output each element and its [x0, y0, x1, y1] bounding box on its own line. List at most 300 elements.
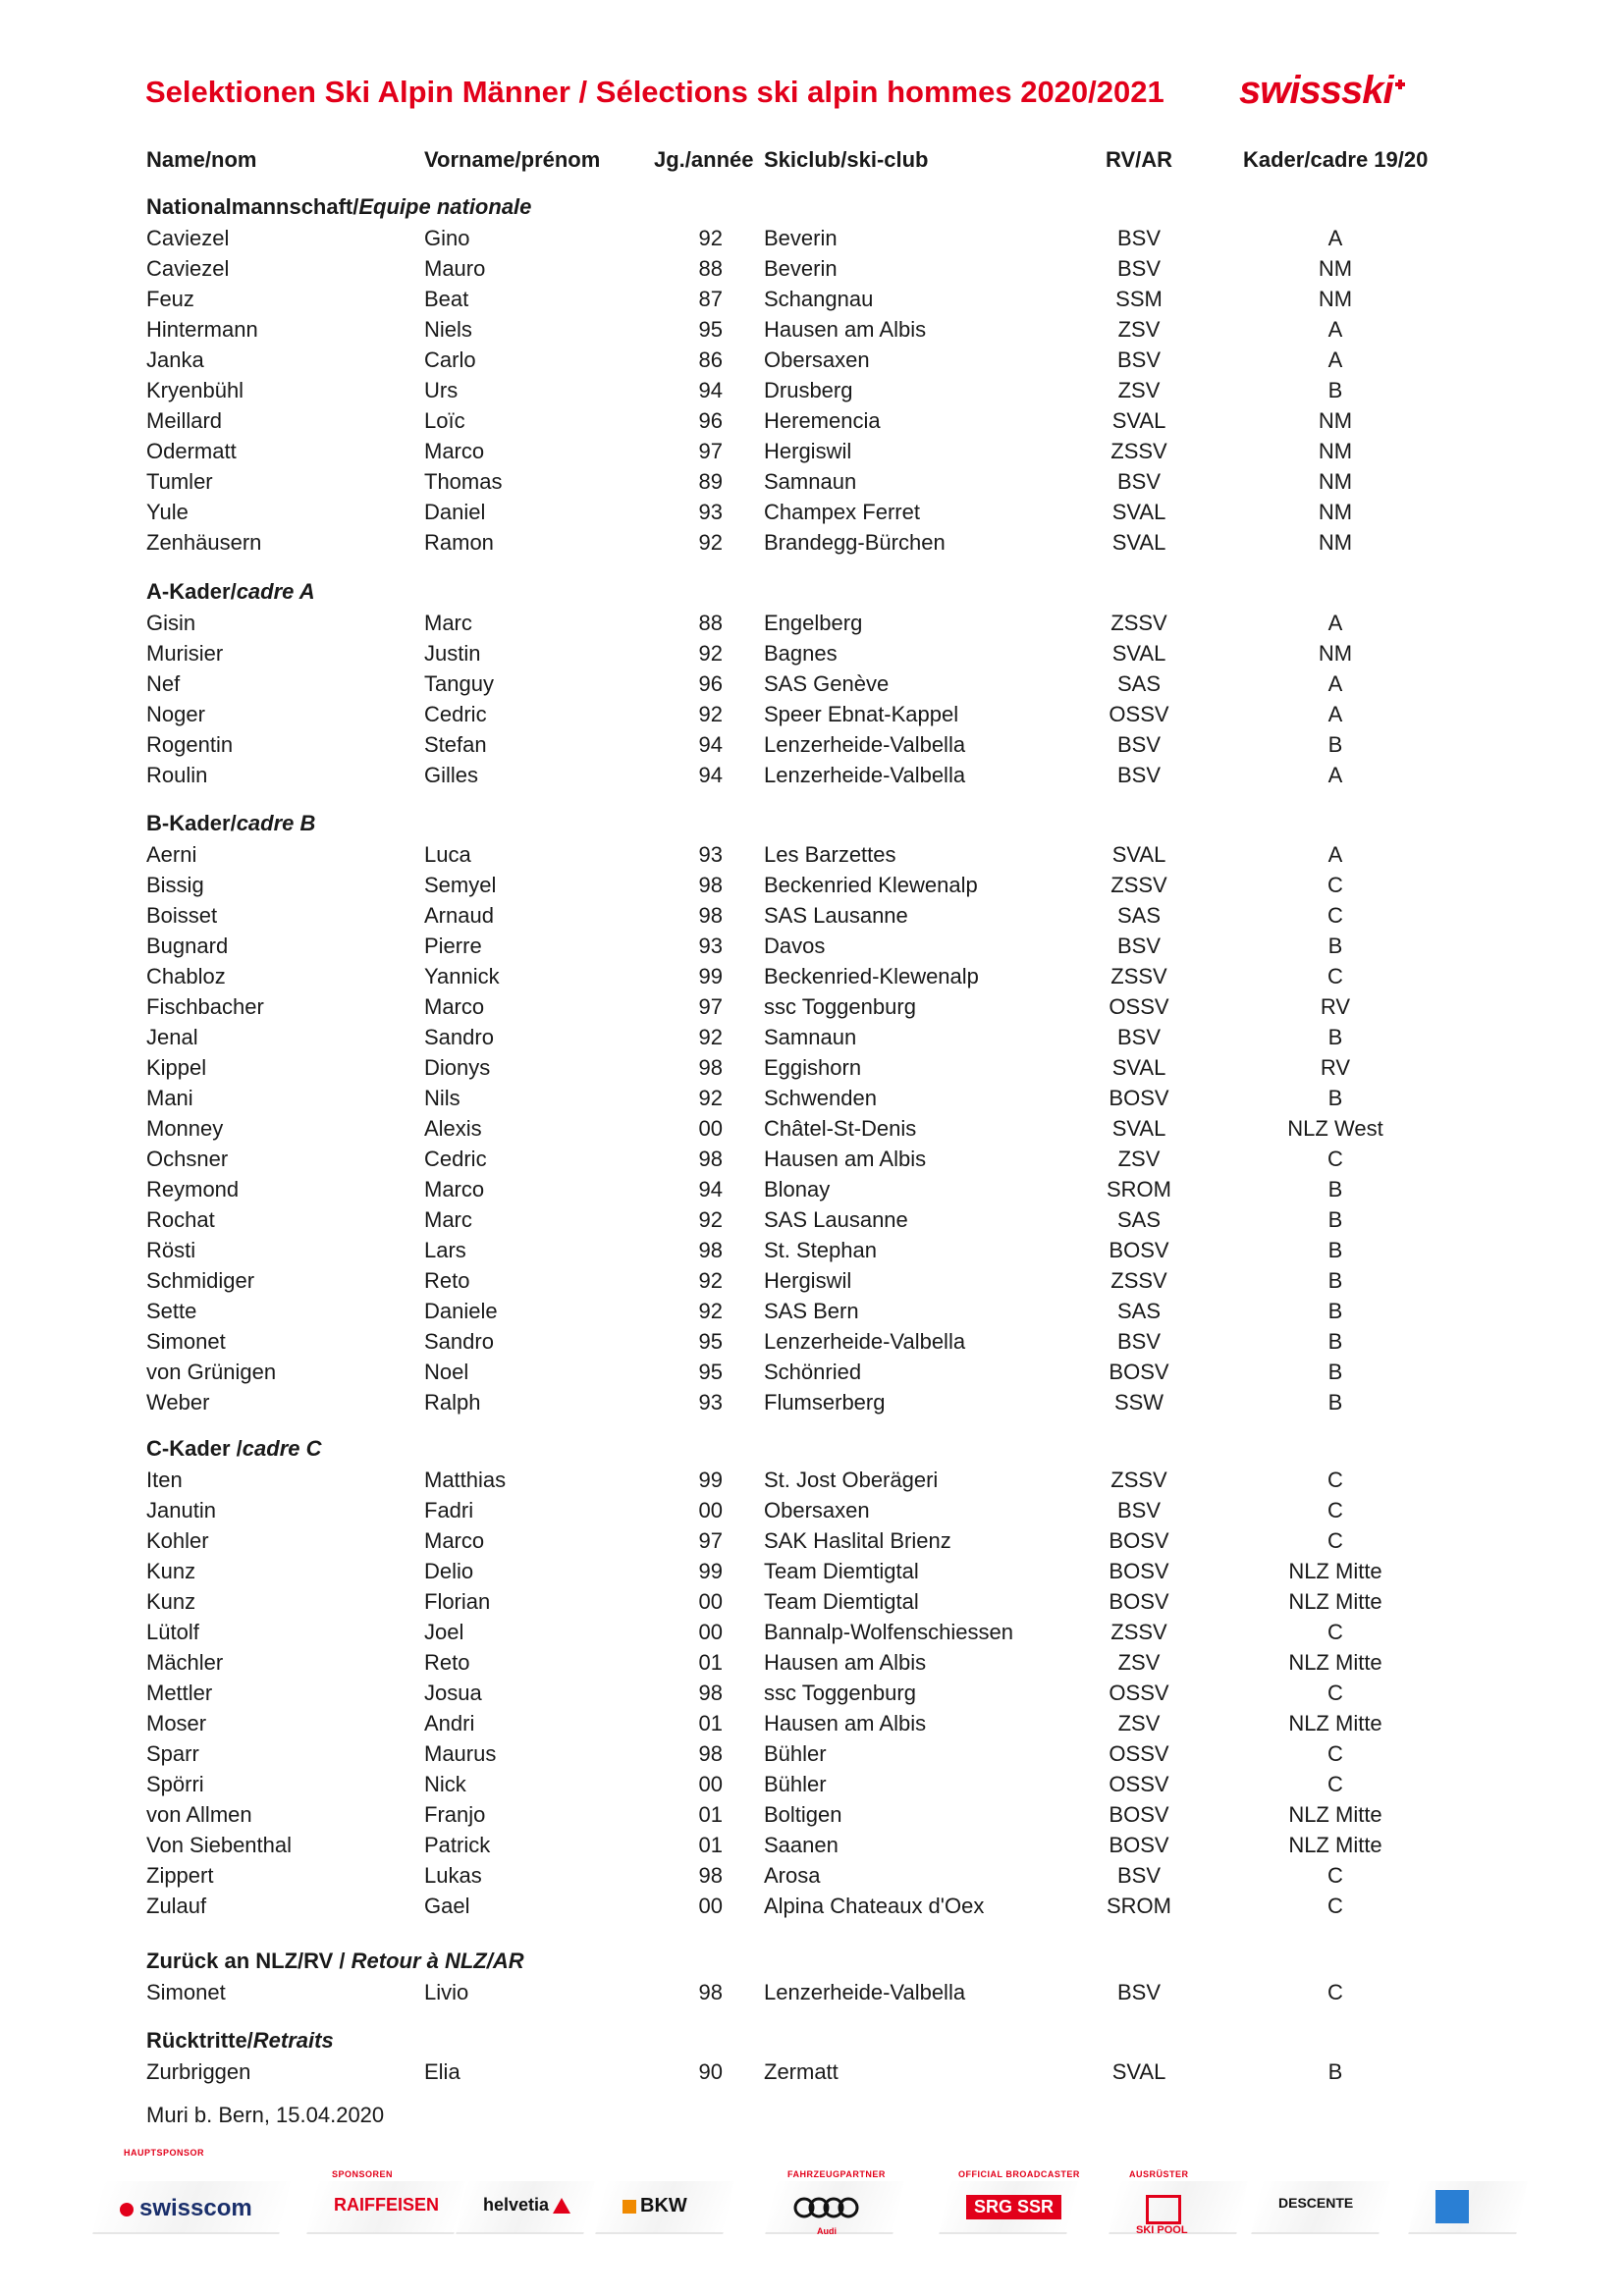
- birth-year: 89: [698, 469, 723, 494]
- athlete-first-name: Thomas: [424, 469, 503, 494]
- previous-cadre: NLZ Mitte: [1288, 1802, 1382, 1827]
- athlete-first-name: Niels: [424, 317, 472, 342]
- birth-year: 90: [698, 2059, 723, 2084]
- previous-cadre: C: [1327, 1894, 1343, 1918]
- regional-association: ZSSV: [1110, 611, 1167, 635]
- athlete-last-name: Lütolf: [146, 1620, 199, 1644]
- birth-year: 92: [698, 226, 723, 250]
- previous-cadre: C: [1327, 1468, 1343, 1492]
- table-row: [0, 1468, 1624, 1498]
- table-row: [0, 1650, 1624, 1681]
- athlete-first-name: Marco: [424, 994, 485, 1019]
- table-row: [0, 1681, 1624, 1711]
- previous-cadre: NM: [1318, 469, 1353, 494]
- athlete-last-name: Kryenbühl: [146, 378, 244, 402]
- bkw-icon: BKW: [623, 2195, 687, 2217]
- previous-cadre: B: [1327, 1177, 1343, 1201]
- ski-club: ssc Toggenburg: [764, 994, 916, 1019]
- regional-association: OSSV: [1109, 1772, 1169, 1796]
- table-row: [0, 1980, 1624, 2010]
- regional-association: SROM: [1107, 1177, 1171, 1201]
- regional-association: BSV: [1116, 226, 1162, 250]
- athlete-first-name: Daniel: [424, 500, 486, 524]
- ski-club: Bühler: [764, 1741, 827, 1766]
- column-header: Jg./année: [654, 147, 754, 172]
- athlete-last-name: Bissig: [146, 873, 204, 897]
- birth-year: 86: [698, 347, 723, 372]
- ski-club: Hausen am Albis: [764, 1650, 927, 1675]
- athlete-last-name: Simonet: [146, 1980, 226, 2004]
- ski-club: St. Jost Oberägeri: [764, 1468, 939, 1492]
- previous-cadre: B: [1327, 1086, 1343, 1110]
- previous-cadre: A: [1327, 317, 1343, 342]
- birth-year: 97: [698, 994, 723, 1019]
- previous-cadre: B: [1327, 1360, 1343, 1384]
- birth-year: 01: [698, 1711, 723, 1735]
- ski-club: St. Stephan: [764, 1238, 877, 1262]
- table-row: [0, 1055, 1624, 1086]
- athlete-first-name: Reto: [424, 1650, 470, 1675]
- ski-club: Hergiswil: [764, 1268, 852, 1293]
- athlete-first-name: Andri: [424, 1711, 475, 1735]
- athlete-first-name: Patrick: [424, 1833, 491, 1857]
- previous-cadre: B: [1327, 1268, 1343, 1293]
- ski-club: Champex Ferret: [764, 500, 920, 524]
- previous-cadre: C: [1327, 1528, 1343, 1553]
- athlete-first-name: Mauro: [424, 256, 486, 281]
- regional-association: SVAL: [1111, 408, 1166, 433]
- athlete-last-name: Iten: [146, 1468, 183, 1492]
- ski-club: Team Diemtigtal: [764, 1559, 919, 1583]
- athlete-last-name: Meillard: [146, 408, 223, 433]
- table-row: [0, 1772, 1624, 1802]
- birth-year: 94: [698, 732, 723, 757]
- regional-association: BSV: [1116, 469, 1162, 494]
- athlete-last-name: Roulin: [146, 763, 208, 787]
- regional-association: OSSV: [1109, 994, 1169, 1019]
- ski-club: Obersaxen: [764, 347, 870, 372]
- birth-year: 01: [698, 1833, 723, 1857]
- athlete-first-name: Lars: [424, 1238, 466, 1262]
- previous-cadre: NLZ Mitte: [1288, 1589, 1382, 1614]
- ski-club: Samnaun: [764, 469, 857, 494]
- athlete-last-name: Janutin: [146, 1498, 216, 1522]
- regional-association: BOSV: [1109, 1086, 1169, 1110]
- table-row: [0, 611, 1624, 641]
- column-header: RV/AR: [1106, 147, 1173, 172]
- regional-association: BSV: [1116, 763, 1162, 787]
- athlete-last-name: Moser: [146, 1711, 207, 1735]
- section-title: A-Kader/cadre A: [146, 579, 315, 604]
- athlete-last-name: Gisin: [146, 611, 196, 635]
- regional-association: OSSV: [1109, 1741, 1169, 1766]
- previous-cadre: C: [1327, 964, 1343, 988]
- athlete-last-name: Jenal: [146, 1025, 198, 1049]
- athlete-last-name: Sparr: [146, 1741, 199, 1766]
- previous-cadre: B: [1327, 378, 1343, 402]
- regional-association: ZSV: [1117, 1650, 1161, 1675]
- ski-club: Arosa: [764, 1863, 821, 1888]
- page-title: Selektionen Ski Alpin Männer / Sélections ski alpin hommes 2020/2021: [145, 75, 1164, 109]
- previous-cadre: RV: [1320, 994, 1351, 1019]
- athlete-last-name: Simonet: [146, 1329, 226, 1354]
- regional-association: BOSV: [1109, 1559, 1169, 1583]
- athlete-last-name: Schmidiger: [146, 1268, 255, 1293]
- athlete-last-name: Noger: [146, 702, 205, 726]
- athlete-last-name: Mani: [146, 1086, 193, 1110]
- athlete-last-name: Kippel: [146, 1055, 207, 1080]
- column-header: Vorname/prénom: [424, 147, 601, 172]
- previous-cadre: NLZ Mitte: [1288, 1559, 1382, 1583]
- previous-cadre: NM: [1318, 287, 1353, 311]
- athlete-first-name: Delio: [424, 1559, 474, 1583]
- birth-year: 95: [698, 1329, 723, 1354]
- regional-association: ZSV: [1117, 317, 1161, 342]
- birth-year: 98: [698, 873, 723, 897]
- athlete-first-name: Carlo: [424, 347, 476, 372]
- ski-club: Hausen am Albis: [764, 317, 927, 342]
- regional-association: BSV: [1116, 347, 1162, 372]
- previous-cadre: B: [1327, 1329, 1343, 1354]
- birth-year: 92: [698, 702, 723, 726]
- table-row: [0, 408, 1624, 439]
- table-row: [0, 1833, 1624, 1863]
- table-row: [0, 1711, 1624, 1741]
- athlete-first-name: Marc: [424, 611, 472, 635]
- previous-cadre: B: [1327, 1299, 1343, 1323]
- column-header: Name/nom: [146, 147, 257, 172]
- birth-year: 00: [698, 1589, 723, 1614]
- athlete-first-name: Lukas: [424, 1863, 482, 1888]
- regional-association: SVAL: [1111, 530, 1166, 555]
- birth-year: 92: [698, 641, 723, 666]
- regional-association: SVAL: [1111, 1116, 1166, 1141]
- regional-association: ZSSV: [1110, 1268, 1167, 1293]
- birth-year: 99: [698, 1559, 723, 1583]
- previous-cadre: B: [1327, 1207, 1343, 1232]
- athlete-first-name: Urs: [424, 378, 459, 402]
- table-row: [0, 1147, 1624, 1177]
- athlete-last-name: Von Siebenthal: [146, 1833, 293, 1857]
- regional-association: SAS: [1116, 1299, 1162, 1323]
- ski-club: Lenzerheide-Valbella: [764, 1329, 966, 1354]
- previous-cadre: C: [1327, 1147, 1343, 1171]
- previous-cadre: NLZ Mitte: [1288, 1711, 1382, 1735]
- athlete-first-name: Marco: [424, 439, 485, 463]
- table-row: [0, 873, 1624, 903]
- athlete-first-name: Josua: [424, 1681, 482, 1705]
- athlete-last-name: Rogentin: [146, 732, 234, 757]
- regional-association: BOSV: [1109, 1589, 1169, 1614]
- regional-association: BSV: [1116, 1329, 1162, 1354]
- regional-association: SAS: [1116, 1207, 1162, 1232]
- birth-year: 98: [698, 1681, 723, 1705]
- birth-year: 87: [698, 287, 723, 311]
- table-row: [0, 256, 1624, 287]
- table-row: [0, 732, 1624, 763]
- athlete-first-name: Ralph: [424, 1390, 481, 1415]
- ski-club: Bagnes: [764, 641, 838, 666]
- table-row: [0, 934, 1624, 964]
- table-row: [0, 903, 1624, 934]
- regional-association: BSV: [1116, 732, 1162, 757]
- athlete-first-name: Gino: [424, 226, 470, 250]
- previous-cadre: NM: [1318, 530, 1353, 555]
- athlete-last-name: Rösti: [146, 1238, 196, 1262]
- regional-association: ZSSV: [1110, 873, 1167, 897]
- athlete-first-name: Marco: [424, 1528, 485, 1553]
- previous-cadre: C: [1327, 1980, 1343, 2004]
- previous-cadre: NM: [1318, 439, 1353, 463]
- athlete-first-name: Loïc: [424, 408, 465, 433]
- table-row: [0, 702, 1624, 732]
- regional-association: BSV: [1116, 1025, 1162, 1049]
- regional-association: ZSSV: [1110, 1620, 1167, 1644]
- regional-association: OSSV: [1109, 702, 1169, 726]
- previous-cadre: C: [1327, 873, 1343, 897]
- athlete-first-name: Justin: [424, 641, 481, 666]
- table-row: [0, 378, 1624, 408]
- ski-club: Flumserberg: [764, 1390, 886, 1415]
- birth-year: 95: [698, 317, 723, 342]
- ski-club: SAS Lausanne: [764, 903, 908, 928]
- ski-club: Davos: [764, 934, 826, 958]
- regional-association: ZSV: [1117, 1711, 1161, 1735]
- previous-cadre: B: [1327, 2059, 1343, 2084]
- athlete-last-name: Hintermann: [146, 317, 258, 342]
- regional-association: SAS: [1116, 903, 1162, 928]
- previous-cadre: B: [1327, 1390, 1343, 1415]
- regional-association: SVAL: [1111, 1055, 1166, 1080]
- ski-club: Hausen am Albis: [764, 1147, 927, 1171]
- athlete-first-name: Semyel: [424, 873, 497, 897]
- regional-association: SVAL: [1111, 842, 1166, 867]
- ski-club: Beverin: [764, 226, 838, 250]
- birth-year: 92: [698, 1299, 723, 1323]
- ski-club: ssc Toggenburg: [764, 1681, 916, 1705]
- table-row: [0, 439, 1624, 469]
- ski-club: Beckenried Klewenalp: [764, 873, 978, 897]
- table-row: [0, 1207, 1624, 1238]
- table-row: [0, 1177, 1624, 1207]
- athlete-first-name: Cedric: [424, 702, 487, 726]
- birth-year: 96: [698, 408, 723, 433]
- blue-square-icon: [1435, 2190, 1469, 2223]
- birth-year: 92: [698, 1025, 723, 1049]
- ski-club: Hausen am Albis: [764, 1711, 927, 1735]
- table-row: [0, 1620, 1624, 1650]
- table-row: [0, 1025, 1624, 1055]
- ski-club: Obersaxen: [764, 1498, 870, 1522]
- regional-association: OSSV: [1109, 1681, 1169, 1705]
- previous-cadre: A: [1327, 671, 1343, 696]
- ski-club: Lenzerheide-Valbella: [764, 1980, 966, 2004]
- ski-club: Lenzerheide-Valbella: [764, 763, 966, 787]
- ski-club: Les Barzettes: [764, 842, 896, 867]
- ski-club: Schönried: [764, 1360, 862, 1384]
- athlete-last-name: Fischbacher: [146, 994, 264, 1019]
- ski-club: Speer Ebnat-Kappel: [764, 702, 959, 726]
- ski-pool-icon: SKI POOL: [1136, 2195, 1188, 2236]
- athlete-last-name: Spörri: [146, 1772, 204, 1796]
- birth-year: 98: [698, 1980, 723, 2004]
- athlete-first-name: Fadri: [424, 1498, 474, 1522]
- athlete-first-name: Joel: [424, 1620, 464, 1644]
- athlete-first-name: Nick: [424, 1772, 466, 1796]
- birth-year: 99: [698, 964, 723, 988]
- birth-year: 92: [698, 1268, 723, 1293]
- table-row: [0, 347, 1624, 378]
- table-row: [0, 1741, 1624, 1772]
- previous-cadre: B: [1327, 934, 1343, 958]
- swisscom-icon: swisscom: [120, 2195, 252, 2222]
- previous-cadre: A: [1327, 842, 1343, 867]
- ski-club: Boltigen: [764, 1802, 842, 1827]
- athlete-last-name: Aerni: [146, 842, 197, 867]
- athlete-last-name: Bugnard: [146, 934, 229, 958]
- table-row: [0, 1863, 1624, 1894]
- section-title: B-Kader/cadre B: [146, 811, 316, 835]
- previous-cadre: NLZ West: [1287, 1116, 1383, 1141]
- athlete-last-name: Zulauf: [146, 1894, 207, 1918]
- table-row: [0, 1498, 1624, 1528]
- sponsor-category-label: SPONSOREN: [332, 2169, 394, 2179]
- regional-association: ZSV: [1117, 1147, 1161, 1171]
- swissski-logo-icon: swissski: [1239, 69, 1405, 113]
- birth-year: 00: [698, 1116, 723, 1141]
- ski-club: Lenzerheide-Valbella: [764, 732, 966, 757]
- athlete-first-name: Pierre: [424, 934, 482, 958]
- birth-year: 92: [698, 1086, 723, 1110]
- footer-date: Muri b. Bern, 15.04.2020: [146, 2103, 385, 2127]
- table-row: [0, 1802, 1624, 1833]
- athlete-last-name: von Allmen: [146, 1802, 252, 1827]
- regional-association: BOSV: [1109, 1360, 1169, 1384]
- ski-club: Saanen: [764, 1833, 839, 1857]
- regional-association: BSV: [1116, 1863, 1162, 1888]
- athlete-last-name: Tumler: [146, 469, 213, 494]
- table-row: [0, 994, 1624, 1025]
- sponsor-category-label: AUSRÜSTER: [1129, 2169, 1189, 2179]
- table-row: [0, 317, 1624, 347]
- regional-association: BOSV: [1109, 1802, 1169, 1827]
- birth-year: 98: [698, 1147, 723, 1171]
- table-row: [0, 1390, 1624, 1420]
- previous-cadre: NM: [1318, 408, 1353, 433]
- previous-cadre: NM: [1318, 500, 1353, 524]
- regional-association: SVAL: [1111, 2059, 1166, 2084]
- athlete-last-name: Mettler: [146, 1681, 213, 1705]
- athlete-first-name: Florian: [424, 1589, 491, 1614]
- athlete-last-name: Zippert: [146, 1863, 214, 1888]
- previous-cadre: NM: [1318, 256, 1353, 281]
- regional-association: ZSSV: [1110, 439, 1167, 463]
- srg-ssr-icon: SRG SSR: [966, 2195, 1061, 2219]
- regional-association: SVAL: [1111, 641, 1166, 666]
- regional-association: SROM: [1107, 1894, 1171, 1918]
- helvetia-icon: helvetia: [483, 2195, 570, 2216]
- birth-year: 96: [698, 671, 723, 696]
- athlete-last-name: Odermatt: [146, 439, 237, 463]
- ski-club: Drusberg: [764, 378, 853, 402]
- table-row: [0, 1299, 1624, 1329]
- previous-cadre: C: [1327, 903, 1343, 928]
- previous-cadre: NLZ Mitte: [1288, 1833, 1382, 1857]
- table-row: [0, 1329, 1624, 1360]
- birth-year: 98: [698, 903, 723, 928]
- previous-cadre: B: [1327, 1238, 1343, 1262]
- athlete-first-name: Livio: [424, 1980, 469, 2004]
- birth-year: 00: [698, 1498, 723, 1522]
- athlete-first-name: Ramon: [424, 530, 494, 555]
- table-row: [0, 671, 1624, 702]
- column-header: Kader/cadre 19/20: [1243, 147, 1429, 172]
- athlete-last-name: Ochsner: [146, 1147, 229, 1171]
- athlete-first-name: Gilles: [424, 763, 479, 787]
- athlete-last-name: Monney: [146, 1116, 224, 1141]
- regional-association: SVAL: [1111, 500, 1166, 524]
- previous-cadre: C: [1327, 1498, 1343, 1522]
- ski-club: SAS Lausanne: [764, 1207, 908, 1232]
- birth-year: 94: [698, 1177, 723, 1201]
- ski-club: Samnaun: [764, 1025, 857, 1049]
- birth-year: 01: [698, 1650, 723, 1675]
- athlete-last-name: Reymond: [146, 1177, 240, 1201]
- regional-association: SSW: [1113, 1390, 1164, 1415]
- birth-year: 00: [698, 1894, 723, 1918]
- previous-cadre: C: [1327, 1772, 1343, 1796]
- table-row: [0, 964, 1624, 994]
- athlete-first-name: Nils: [424, 1086, 460, 1110]
- athlete-first-name: Beat: [424, 287, 469, 311]
- athlete-first-name: Marco: [424, 1177, 485, 1201]
- ski-club: Zermatt: [764, 2059, 839, 2084]
- table-row: [0, 1268, 1624, 1299]
- athlete-first-name: Gael: [424, 1894, 470, 1918]
- birth-year: 88: [698, 256, 723, 281]
- table-row: [0, 530, 1624, 561]
- previous-cadre: A: [1327, 611, 1343, 635]
- athlete-first-name: Yannick: [424, 964, 500, 988]
- athlete-last-name: Mächler: [146, 1650, 224, 1675]
- raiffeisen-icon: RAIFFEISEN: [334, 2195, 440, 2215]
- previous-cadre: NM: [1318, 641, 1353, 666]
- athlete-first-name: Dionys: [424, 1055, 491, 1080]
- ski-club: Engelberg: [764, 611, 863, 635]
- athlete-last-name: Sette: [146, 1299, 197, 1323]
- athlete-last-name: Kunz: [146, 1559, 196, 1583]
- regional-association: ZSV: [1117, 378, 1161, 402]
- athlete-first-name: Cedric: [424, 1147, 487, 1171]
- ski-club: Eggishorn: [764, 1055, 862, 1080]
- athlete-first-name: Sandro: [424, 1025, 494, 1049]
- table-row: [0, 1238, 1624, 1268]
- ski-club: Schangnau: [764, 287, 874, 311]
- sponsor-category-label: HAUPTSPONSOR: [124, 2148, 205, 2158]
- athlete-last-name: Boisset: [146, 903, 218, 928]
- ski-club: Blonay: [764, 1177, 831, 1201]
- sponsor-category-label: FAHRZEUGPARTNER: [787, 2169, 886, 2179]
- birth-year: 98: [698, 1238, 723, 1262]
- regional-association: BSV: [1116, 256, 1162, 281]
- athlete-last-name: Zenhäusern: [146, 530, 262, 555]
- athlete-last-name: Murisier: [146, 641, 224, 666]
- athlete-first-name: Noel: [424, 1360, 469, 1384]
- athlete-last-name: Rochat: [146, 1207, 215, 1232]
- athlete-first-name: Franjo: [424, 1802, 486, 1827]
- ski-club: SAS Genève: [764, 671, 890, 696]
- table-row: [0, 1116, 1624, 1147]
